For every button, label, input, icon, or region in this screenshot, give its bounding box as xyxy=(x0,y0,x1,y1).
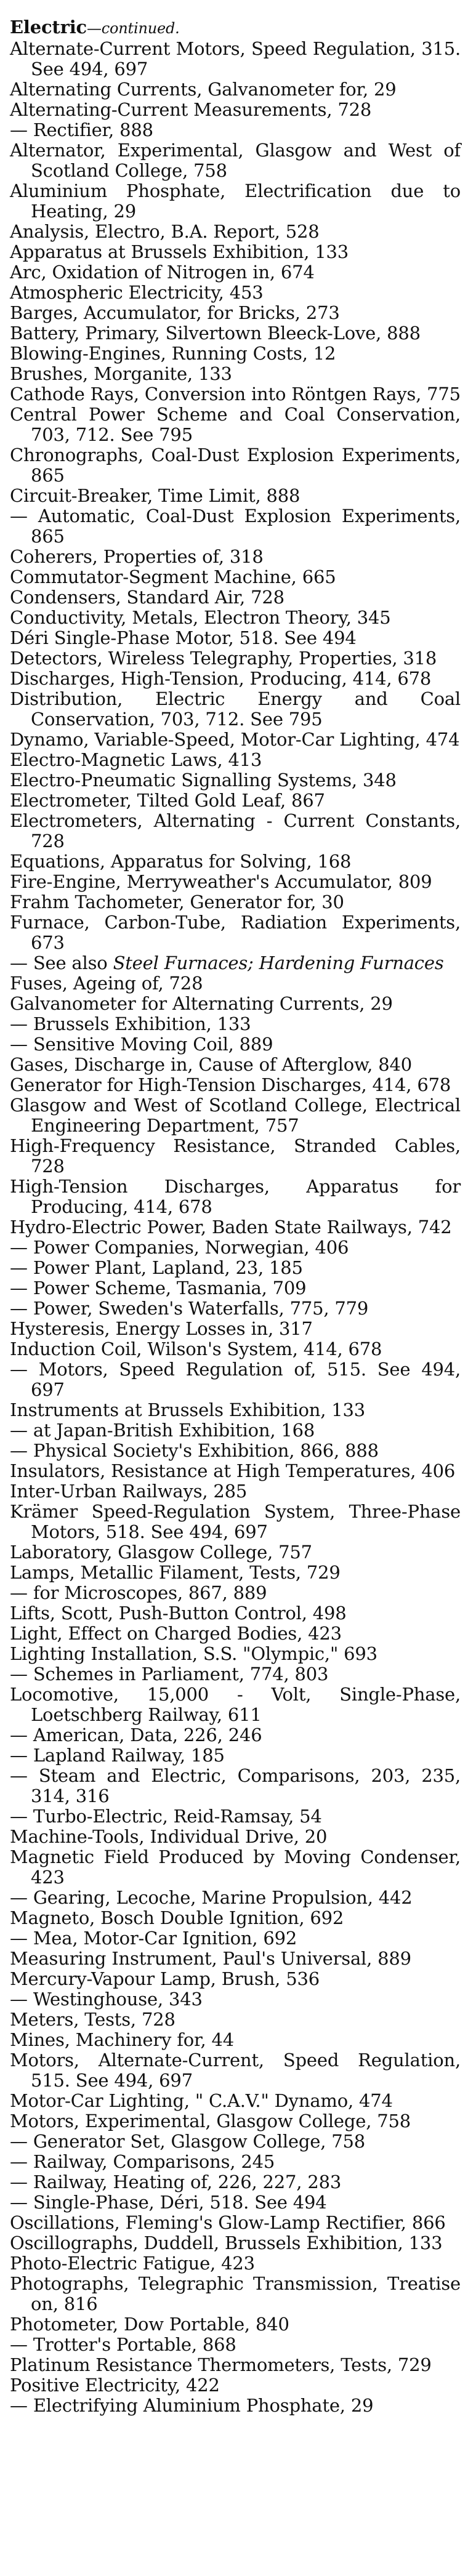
index-entry: — Gearing, Lecoche, Marine Propulsion, 442 xyxy=(10,1887,413,1908)
index-entry: Arc, Oxidation of Nitrogen in, 674 xyxy=(10,262,315,283)
index-entry: Circuit-Breaker, Time Limit, 888 xyxy=(10,485,301,506)
index-entry: High-Tension Discharges, Apparatus for Producing, 414, 678 xyxy=(10,1176,461,1217)
index-entry: Fire-Engine, Merryweather's Accumulator, 809 xyxy=(10,871,432,892)
index-entry: Motors, Experimental, Glasgow College, 758 xyxy=(10,2111,411,2131)
index-entry: Alternate-Current Motors, Speed Regulation, 315. See 494, 697 xyxy=(10,38,461,79)
index-entry: Measuring Instrument, Paul's Universal, 889 xyxy=(10,1948,411,1969)
index-entry: Apparatus at Brussels Exhibition, 133 xyxy=(10,241,349,262)
index-entry: — Power Companies, Norwegian, 406 xyxy=(10,1237,349,1258)
heading-continued: —continued. xyxy=(86,20,180,37)
index-entry: — for Microscopes, 867, 889 xyxy=(10,1582,267,1603)
index-entry: Fuses, Ageing of, 728 xyxy=(10,973,203,994)
index-entry: — Brussels Exhibition, 133 xyxy=(10,1013,251,1034)
index-entry: Alternator, Experimental, Glasgow and West of Scotland College, 758 xyxy=(10,140,461,181)
index-entry: Electro-Magnetic Laws, 413 xyxy=(10,749,262,770)
index-entry: Alternating Currents, Galvanometer for, 29 xyxy=(10,79,397,100)
index-entry: Lamps, Metallic Filament, Tests, 729 xyxy=(10,1562,341,1583)
index-entry: Glasgow and West of Scotland College, Electrical Engineering Department, 757 xyxy=(10,1095,461,1136)
index-entry: Aluminium Phosphate, Electrification due to Heating, 29 xyxy=(10,180,461,222)
index-entry: Magnetic Field Produced by Moving Condenser, 423 xyxy=(10,1846,461,1888)
index-entry: Platinum Resistance Thermometers, Tests, 729 xyxy=(10,2354,432,2375)
index-entry: Motor-Car Lighting, " C.A.V." Dynamo, 474 xyxy=(10,2090,393,2111)
index-entry: Machine-Tools, Individual Drive, 20 xyxy=(10,1826,328,1847)
index-entry: — Lapland Railway, 185 xyxy=(10,1745,225,1766)
index-entry: Gases, Discharge in, Cause of Afterglow, 840 xyxy=(10,1054,412,1075)
index-entry: Oscillations, Fleming's Glow-Lamp Rectifier, 866 xyxy=(10,2212,446,2233)
index-entry: Alternating-Current Measurements, 728 xyxy=(10,99,372,120)
index-entry: Hydro-Electric Power, Baden State Railways, 742 xyxy=(10,1217,452,1238)
index-entry: Generator for High-Tension Discharges, 414, 678 xyxy=(10,1074,451,1095)
index-entry: Electrometer, Tilted Gold Leaf, 867 xyxy=(10,790,325,811)
index-entry: Déri Single-Phase Motor, 518. See 494 xyxy=(10,627,357,648)
index-entry: — Railway, Heating of, 226, 227, 283 xyxy=(10,2171,342,2192)
index-entry: Battery, Primary, Silvertown Bleeck-Love, 888 xyxy=(10,323,421,344)
see-also-topics: Steel Furnaces; Hardening Furnaces xyxy=(113,952,444,973)
index-entry: — Westinghouse, 343 xyxy=(10,1989,203,2010)
index-entry: — Schemes in Parliament, 774, 803 xyxy=(10,1664,329,1684)
index-entry: — Steam and Electric, Comparisons, 203, 235, 314, 316 xyxy=(10,1765,461,1806)
index-entry: Electro-Pneumatic Signalling Systems, 348 xyxy=(10,770,397,791)
index-entry: Mines, Machinery for, 44 xyxy=(10,2029,235,2050)
index-entry: — Automatic, Coal-Dust Explosion Experiments, 865 xyxy=(10,505,461,547)
index-entry: — Turbo-Electric, Reid-Ramsay, 54 xyxy=(10,1806,322,1827)
heading-title: Electric xyxy=(10,17,87,38)
index-entry: Meters, Tests, 728 xyxy=(10,2009,176,2030)
index-entry: Chronographs, Coal-Dust Explosion Experiments, 865 xyxy=(10,445,461,486)
index-entry: Electrometers, Alternating - Current Constants, 728 xyxy=(10,810,461,851)
index-entry: — American, Data, 226, 246 xyxy=(10,1725,262,1745)
index-entry: Locomotive, 15,000 - Volt, Single-Phase, Loetschberg Railway, 611 xyxy=(10,1684,461,1725)
index-entry: Photographs, Telegraphic Transmission, Treatise on, 816 xyxy=(10,2273,461,2314)
index-entry: Coherers, Properties of, 318 xyxy=(10,546,264,567)
index-entry: Hysteresis, Energy Losses in, 317 xyxy=(10,1318,313,1339)
index-entry: Frahm Tachometer, Generator for, 30 xyxy=(10,892,344,912)
index-entry-list xyxy=(10,39,461,2416)
index-entry: High-Frequency Resistance, Stranded Cables, 728 xyxy=(10,1135,461,1177)
index-entry: Discharges, High-Tension, Producing, 414, 678 xyxy=(10,668,432,689)
index-entry: Detectors, Wireless Telegraphy, Properties, 318 xyxy=(10,648,437,669)
index-entry: Induction Coil, Wilson's System, 414, 678 xyxy=(10,1338,382,1359)
index-entry: Distribution, Electric Energy and Coal Conservation, 703, 712. See 795 xyxy=(10,688,461,730)
index-entry: Insulators, Resistance at High Temperatures, 406 xyxy=(10,1460,456,1481)
index-entry: Lighting Installation, S.S. "Olympic," 693 xyxy=(10,1643,377,1664)
index-entry: Mercury-Vapour Lamp, Brush, 536 xyxy=(10,1968,320,1989)
index-entry: — Power Scheme, Tasmania, 709 xyxy=(10,1278,307,1298)
index-entry: — Power Plant, Lapland, 23, 185 xyxy=(10,1257,303,1278)
index-entry: — Single-Phase, Déri, 518. See 494 xyxy=(10,2192,327,2213)
index-entry: — Trotter's Portable, 868 xyxy=(10,2334,236,2355)
index-entry: Positive Electricity, 422 xyxy=(10,2375,220,2396)
index-entry: Conductivity, Metals, Electron Theory, 345 xyxy=(10,607,391,628)
index-entry: — Motors, Speed Regulation of, 515. See 494, 697 xyxy=(10,1359,461,1400)
index-entry: — Rectifier, 888 xyxy=(10,119,153,140)
index-entry: Light, Effect on Charged Bodies, 423 xyxy=(10,1623,342,1644)
index-entry: — Electrifying Aluminium Phosphate, 29 xyxy=(10,2395,374,2416)
index-entry: Lifts, Scott, Push-Button Control, 498 xyxy=(10,1603,347,1624)
index-entry: Laboratory, Glasgow College, 757 xyxy=(10,1542,312,1563)
index-entry: Oscillographs, Duddell, Brussels Exhibition, 133 xyxy=(10,2232,443,2253)
index-entry: Atmospheric Electricity, 453 xyxy=(10,282,264,303)
index-entry: Dynamo, Variable-Speed, Motor-Car Lighting, 474 xyxy=(10,729,460,750)
index-entry: Central Power Scheme and Coal Conservation, 703, 712. See 795 xyxy=(10,404,461,445)
index-entry: Condensers, Standard Air, 728 xyxy=(10,587,284,608)
index-entry: — Physical Society's Exhibition, 866, 888 xyxy=(10,1440,379,1461)
index-entry: — See also Steel Furnaces; Hardening Furnaces xyxy=(10,952,444,973)
index-entry: — Generator Set, Glasgow College, 758 xyxy=(10,2131,366,2152)
index-entry: Krämer Speed-Regulation System, Three-Phase Motors, 518. See 494, 697 xyxy=(10,1501,461,1542)
index-entry: Magneto, Bosch Double Ignition, 692 xyxy=(10,1907,344,1928)
index-entry: Analysis, Electro, B.A. Report, 528 xyxy=(10,221,320,242)
index-entry: — Railway, Comparisons, 245 xyxy=(10,2151,275,2172)
index-entry: — Mea, Motor-Car Ignition, 692 xyxy=(10,1928,297,1949)
section-heading xyxy=(10,17,461,39)
index-entry: Instruments at Brussels Exhibition, 133 xyxy=(10,1399,365,1420)
index-entry: Blowing-Engines, Running Costs, 12 xyxy=(10,343,336,364)
index-entry: Galvanometer for Alternating Currents, 29 xyxy=(10,993,393,1014)
index-entry: Brushes, Morganite, 133 xyxy=(10,363,232,384)
index-entry: — Power, Sweden's Waterfalls, 775, 779 xyxy=(10,1298,369,1319)
index-entry: Inter-Urban Railways, 285 xyxy=(10,1481,248,1502)
index-entry: Photo-Electric Fatigue, 423 xyxy=(10,2253,255,2274)
index-entry: — Sensitive Moving Coil, 889 xyxy=(10,1034,273,1055)
index-entry: Barges, Accumulator, for Bricks, 273 xyxy=(10,302,340,323)
index-entry: Equations, Apparatus for Solving, 168 xyxy=(10,851,352,872)
index-entry: Motors, Alternate-Current, Speed Regulation, 515. See 494, 697 xyxy=(10,2050,461,2091)
index-entry: Photometer, Dow Portable, 840 xyxy=(10,2314,289,2335)
index-entry: Cathode Rays, Conversion into Röntgen Rays, 775 xyxy=(10,384,461,405)
index-entry: Commutator-Segment Machine, 665 xyxy=(10,566,336,587)
index-entry: — at Japan-British Exhibition, 168 xyxy=(10,1420,315,1441)
index-entry: Furnace, Carbon-Tube, Radiation Experiments, 673 xyxy=(10,912,461,953)
